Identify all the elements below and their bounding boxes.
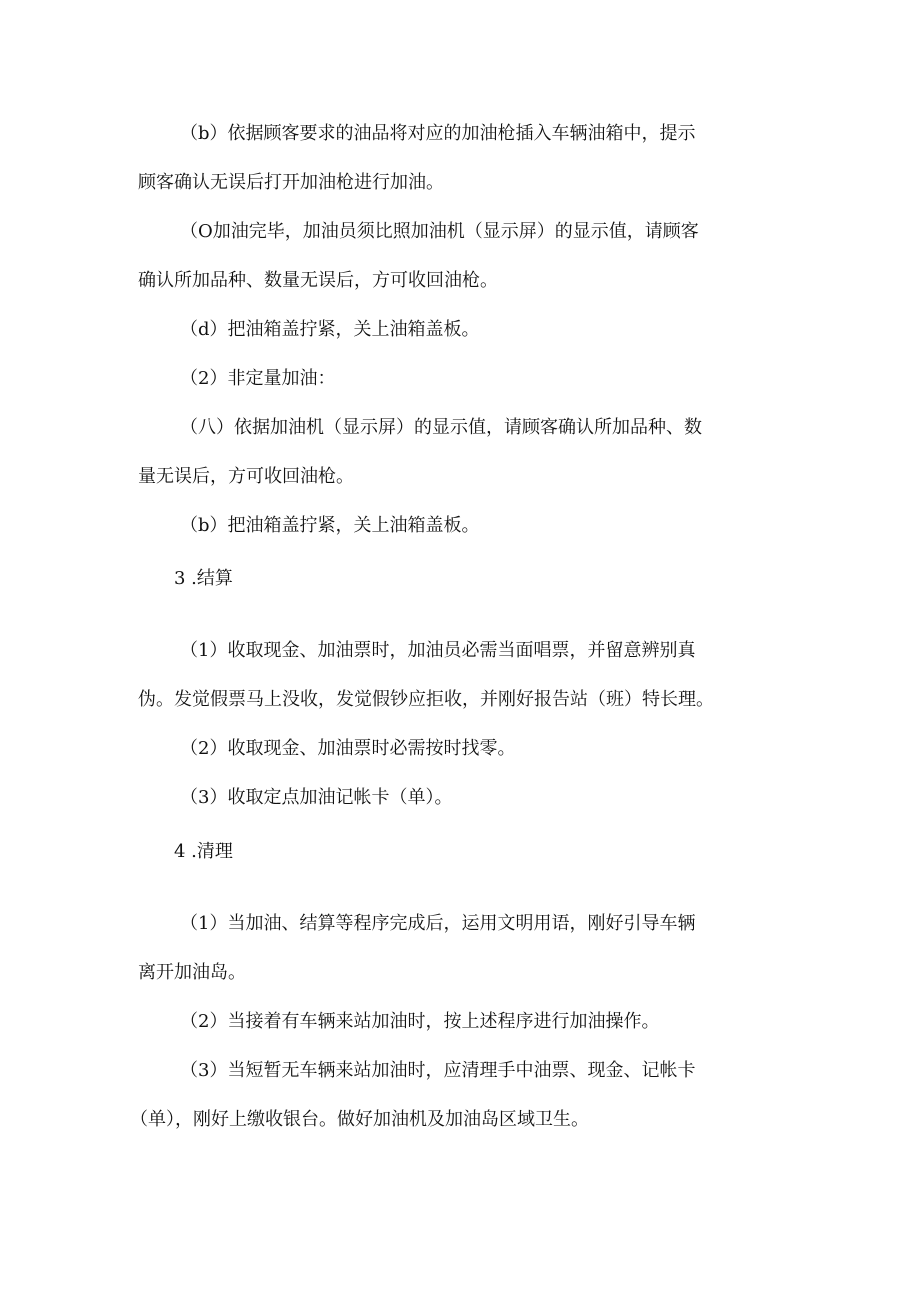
cleanup-item1-line1: （1）当加油、结算等程序完成后，运用文明用语，刚好引导车辆 xyxy=(180,913,696,934)
fuel-fixed-item-c-line1: （O加油完毕，加油员须比照加油机（显示屏）的显示值，请顾客 xyxy=(180,221,699,242)
cleanup-item1-line2: 离开加油岛。 xyxy=(138,962,246,983)
fuel-fixed-item-b-line2: 顾客确认无误后打开加油枪进行加油。 xyxy=(138,172,444,193)
fuel-fixed-item-b-line1: （b）依据顾客要求的油品将对应的加油枪插入车辆油箱中，提示 xyxy=(180,123,696,144)
fuel-fixed-item-d: （d）把油箱盖拧紧，关上油箱盖板。 xyxy=(180,319,480,340)
cleanup-heading: 4 .清理 xyxy=(174,841,233,862)
settlement-item2: （2）收取现金、加油票时必需按时找零。 xyxy=(180,738,516,759)
fuel-unfixed-item-b: （b）把油箱盖拧紧，关上油箱盖板。 xyxy=(180,515,480,536)
cleanup-item3-line1: （3）当短暂无车辆来站加油时，应清理手中油票、现金、记帐卡 xyxy=(180,1060,696,1081)
fuel-unfixed-heading: （2）非定量加油： xyxy=(180,368,336,389)
settlement-item3: （3）收取定点加油记帐卡（单）。 xyxy=(180,787,453,808)
fuel-unfixed-item-a-line2: 量无误后，方可收回油枪。 xyxy=(138,466,354,487)
settlement-heading: 3 .结算 xyxy=(174,568,233,589)
settlement-item1-line2: 伪。发觉假票马上没收，发觉假钞应拒收，并刚好报告站（班）特长理。 xyxy=(138,689,714,710)
cleanup-item3-line2: （单），刚好上缴收银台。做好加油机及加油岛区域卫生。 xyxy=(130,1109,589,1130)
fuel-fixed-item-c-line2: 确认所加品种、数量无误后，方可收回油枪。 xyxy=(138,270,498,291)
cleanup-item2: （2）当接着有车辆来站加油时，按上述程序进行加油操作。 xyxy=(180,1011,660,1032)
settlement-item1-line1: （1）收取现金、加油票时，加油员必需当面唱票，并留意辨别真 xyxy=(180,640,696,661)
fuel-unfixed-item-a-line1: （八）依据加油机（显示屏）的显示值，请顾客确认所加品种、数 xyxy=(180,417,702,438)
